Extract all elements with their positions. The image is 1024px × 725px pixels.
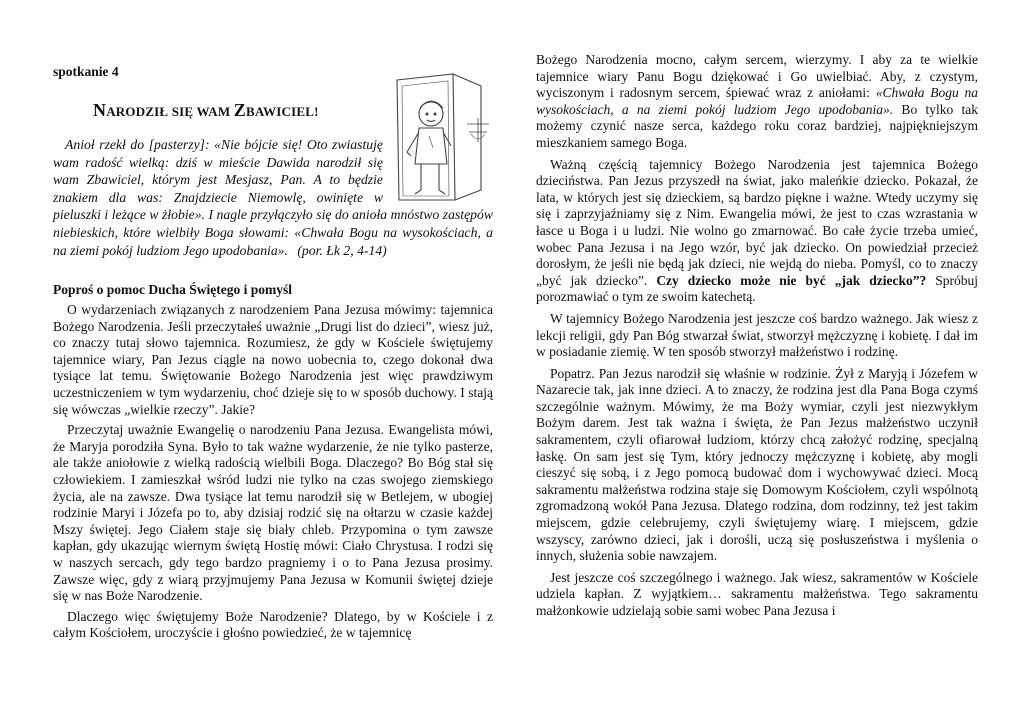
paragraph-text: Bo tylko tak możemy czynić nasze serca, każdego roku coraz bardziej, najpiękniejszym mieszkaniem samego Boga. — [536, 101, 978, 150]
title-initial-n: N — [93, 100, 107, 120]
scripture-reference: (por. Łk 2, 4-14) — [297, 242, 387, 258]
paragraph-text: Ważną częścią tajemnicy Bożego Narodzenia jest tajemnica Bożego dzieciństwa. Pan Jezus przyszedł na świat, jako maleńkie dziecko. Pokazał, że lata, w których jest się dzieckiem, są bardzo piękne i ważne. Wtedy uczymy się się i zaprzyjaźniamy się z Nim. Ewangelia mówi, że jest to czas wzrastania w łasce u Boga i u ludzi. Nie wolno go zmarnować. Bo całe życie trzeba umieć, wobec Pana Jezusa i na Jego wzór, być jak dziecko. On powiedział przecież dorosłym, że jeśli nie będą jak dzieci, nie wejdą do nieba. Pomyśl, co to znaczy „być jak dziecko”. — [536, 156, 978, 288]
paragraph: O wydarzeniach związanych z narodzeniem Pana Jezusa mówimy: tajemnica Bożego Narodzenia. Jeśli przeczytałeś uważnie „Drugi list do dzieci”, wiesz już, co znaczy tutaj słowo tajemnica. Rozumiesz, że gdy w Kościele świętujemy tajemnice wiary, Pan Jezus ciągle na nowo uobecnia to, czego dokonał dwa tysiące lat temu. Świętowanie Bożego Narodzenia jest więc prawdziwym uczestniczeniem w tym wydarzeniu, choć dzieje się to w sposób duchowy. I stają się wówczas „wielkie rzeczy”. Jakie? — [53, 302, 493, 417]
paragraph: W tajemnicy Bożego Narodzenia jest jeszcze coś bardzo ważnego. Jak wiesz z lekcji religii, gdy Pan Bóg stwarzał świat, stworzył mężczyznę i kobietę. I dał im w posiadanie ziemię. W ten sposób stworzył małżeństwo i rodzinę. — [536, 310, 978, 360]
left-body — [53, 302, 493, 646]
bold-question: Czy dziecko może nie być „jak dziecko”? — [656, 272, 927, 288]
paragraph: Przeczytaj uważnie Ewangelię o narodzeniu Pana Jezusa. Ewangelista mówi, że Maryja porodziła Syna. Było to tak ważne wydarzenie, że nie tylko pasterze, ale także aniołowie z wielką radością wielbili Boga. Dlaczego? Bo Bóg stał się człowiekiem. I zamieszkał wśród ludzi nie tylko na czas swojego ziemskiego życia, ale na zawsze. Dwa tysiące lat temu narodził się w Betlejem, w ubogiej rodzinie Maryi i Józefa po to, aby dzisiaj rodzić się na ołtarzu w czasie każdej Mszy świętej. Jego Ciałem staje się biały chleb. Przypomina o tym zawsze kapłan, gdy ukazując wiernym świętą Hostię mówi: Ciało Chrystusa. I rodzi się w naszych sercach, gdy tego bardzo pragniemy i o to Pana Jezusa prosimy. Zawsze więc, gdy z wiarą przyjmujemy Pana Jezusa w Komunii świętej dzieje się w nas Boże Narodzenie. — [53, 422, 493, 604]
paragraph: Dlaczego więc świętujemy Boże Narodzenie? Dlatego, by w Kościele i z całym Kościołem, uroczyście i głośno powiedzieć, że w tajemnicę — [53, 608, 493, 641]
page-title — [93, 100, 319, 121]
scripture-quote — [53, 136, 493, 259]
angels-quote: «Chwała Bogu na wysokościach, a na ziemi pokój ludziom Jego upodobania». — [536, 85, 978, 117]
illustration-spacer — [383, 136, 493, 204]
title-middle: ARODZIŁ SIĘ WAM — [106, 104, 234, 119]
title-initial-z: Z — [233, 100, 246, 120]
paragraph: Popatrz. Pan Jezus narodził się właśnie w rodzinie. Żył z Maryją i Józefem w Nazarecie tak, jak inne dzieci. A to znaczy, że rodzina jest dla Pana Boga czymś szczególnie ważnym. Mówimy, że ma Boży wymiar, czyli jest niezwykłym Bożym darem. Jest tak ważna i święta, że Pan Jezus małżeństwo uczynił sakramentem, czyli ofiarował ludziom, którzy chcą założyć rodzinę, specjalną łaskę. On sam jest się Tym, który jednoczy mężczyznę i kobietę, aby mogli cieszyć się sobą, i z Jego pomocą budować dom i wychowywać dzieci. Mocą sakramentu małżeństwa rodzina staje się Domowym Kościołem, czyli wspólnotą zgromadzoną wokół Pana Jezusa. Dlatego rodzina, dom rodzinny, też jest takim miejscem, gdzie celebrujemy, czyli świętujemy wiarę. I miejscem, gdzie wszyscy, zarówno dzieci, jak i dorośli, uczą się posłuszeństwa i myślenia o innych, służenia sobie nawzajem. — [536, 365, 978, 564]
paragraph: Jest jeszcze coś szczególnego i ważnego. Jak wiesz, sakramentów w Kościele udziela kapłan. Z wyjątkiem… sakramentu małżeństwa. Tego sakramentu małżonkowie udzielają sobie sami wobec Pana Jezusa i — [536, 569, 978, 618]
title-end: BAWICIEL! — [246, 104, 319, 119]
lesson-label: spotkanie 4 — [53, 64, 119, 79]
paragraph-text: Spróbuj porozmawiać o tym ze swoim katechetą. — [536, 272, 978, 305]
right-column — [536, 52, 978, 625]
section-heading: Poproś o pomoc Ducha Świętego i pomyśl — [53, 282, 293, 297]
scripture-text: Anioł rzekł do [pasterzy]: «Nie bójcie się! Oto zwiastuję wam radość wielką: dziś w mieście Dawida narodził się wam Zbawiciel, którym jest Mesjasz, Pan. A to będzie znakiem dla was: Znajdziecie Niemowlę, owinięte w pieluszki i leżące w żłobie». I nagle przyłączyło się do anioła mnóstwo zastępów niebieskich, które wielbiły Boga słowami: «Chwała Bogu na wysokościach, a na ziemi pokój ludziom Jego upodobania». — [53, 137, 493, 258]
paragraph-text: Bożego Narodzenia mocno, całym sercem, wierzymy. I aby za te wielkie tajemnice wiary Panu Bogu dziękować i Go uwielbiać. Aby, z czystym, wyciszonym i radosnym sercem, śpiewać wraz z aniołami: — [536, 52, 978, 101]
paragraph — [536, 157, 978, 306]
paragraph — [536, 52, 978, 152]
